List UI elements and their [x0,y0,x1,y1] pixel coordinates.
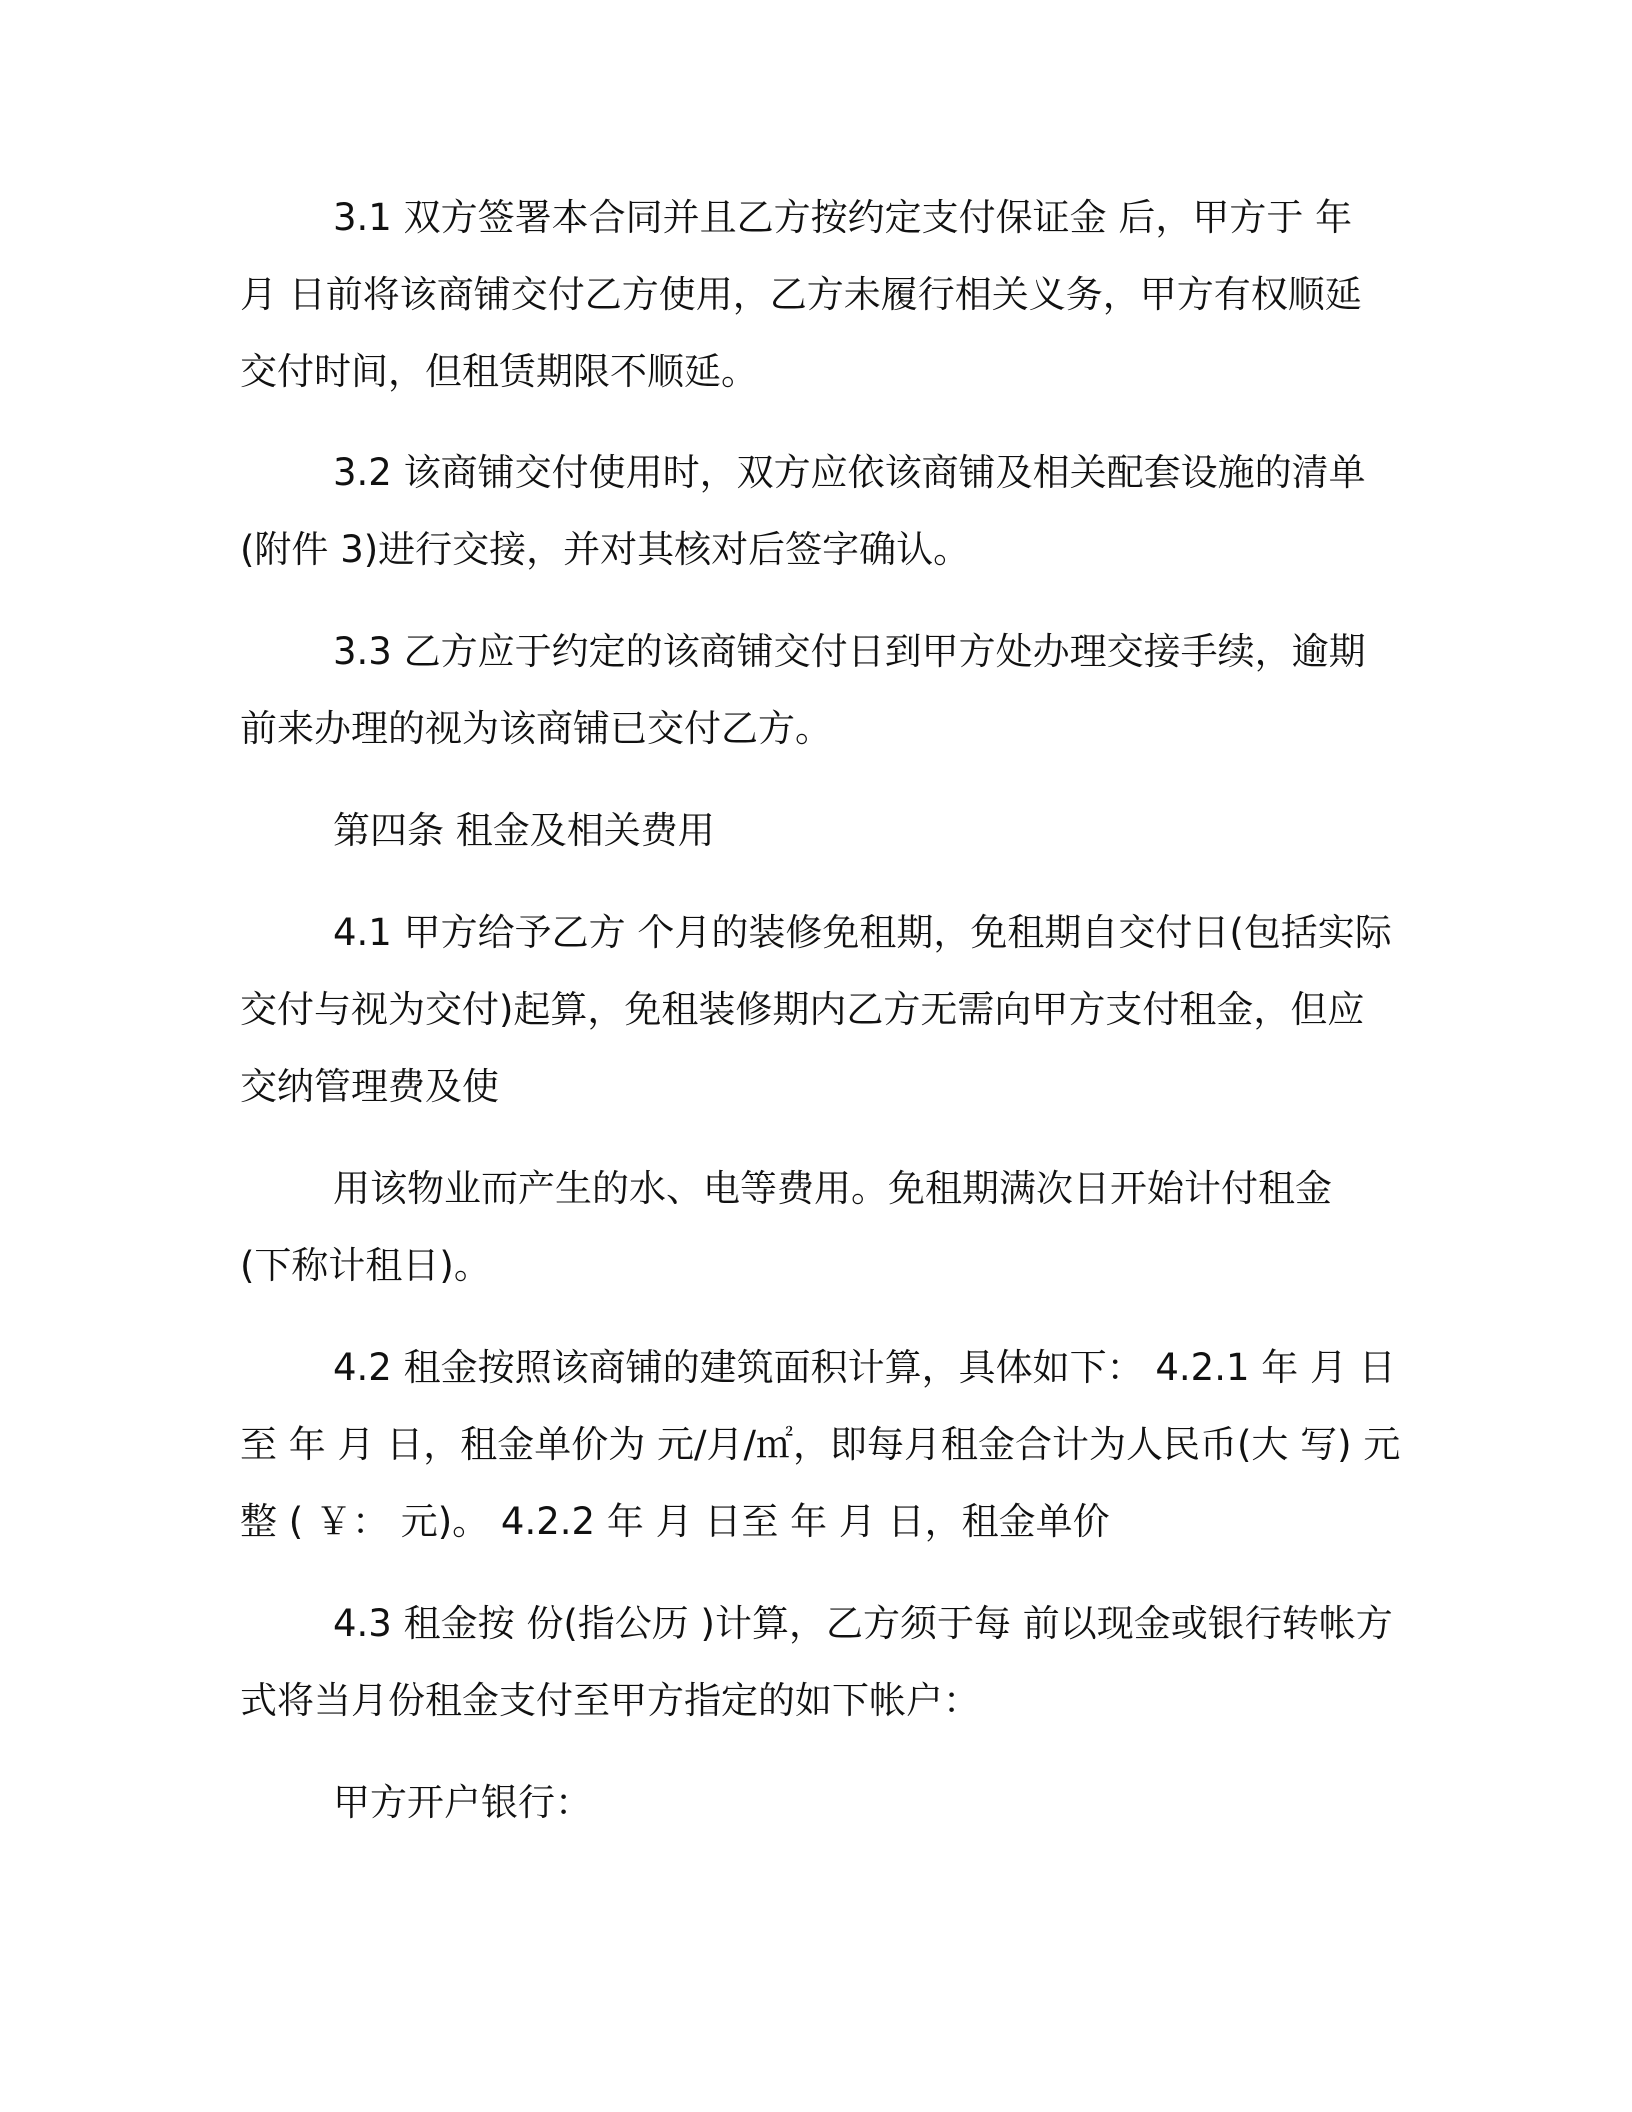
line-4-1-c: 交纳管理费及使 [240,1065,499,1108]
line-4-1-d: 用该物业而产生的水、电等费用。免租期满次日开始计付租金 [333,1167,1332,1210]
line-3-2-b: (附件 3)进行交接，并对其核对后签字确认。 [240,528,971,571]
line-3-3-a: 3.3 乙方应于约定的该商铺交付日到甲方处办理交接手续，逾期 [333,630,1366,673]
line-4-2-b: 至 年 月 日，租金单价为 元/月/㎡，即每月租金合计为人民币(大 写) 元 [240,1423,1401,1466]
line-3-1-a: 3.1 双方签署本合同并且乙方按约定支付保证金 后，甲方于 年 [333,196,1353,239]
line-3-3-b: 前来办理的视为该商铺已交付乙方。 [240,707,832,750]
line-3-1-b: 月 日前将该商铺交付乙方使用，乙方未履行相关义务，甲方有权顺延 [240,273,1362,316]
line-4-2-a: 4.2 租金按照该商铺的建筑面积计算，具体如下： 4.2.1 年 月 日 [333,1346,1396,1389]
section-heading-article-4: 第四条 租金及相关费用 [333,809,715,852]
line-4-3-a: 4.3 租金按 份(指公历 )计算，乙方须于每 前以现金或银行转帐方 [333,1602,1393,1645]
line-4-1-e: (下称计租日)。 [240,1244,491,1287]
line-4-1-a: 4.1 甲方给予乙方 个月的装修免租期，免租期自交付日(包括实际 [333,911,1392,954]
line-3-1-c: 交付时间，但租赁期限不顺延。 [240,350,758,393]
line-4-1-b: 交付与视为交付)起算，免租装修期内乙方无需向甲方支付租金，但应 [240,988,1365,1031]
line-3-2-a: 3.2 该商铺交付使用时，双方应依该商铺及相关配套设施的清单 [333,451,1366,494]
line-bank-label: 甲方开户银行： [333,1781,592,1824]
line-4-3-b: 式将当月份租金支付至甲方指定的如下帐户： [240,1679,980,1722]
line-4-2-c: 整 ( ￥： 元)。 4.2.2 年 月 日至 年 月 日，租金单价 [240,1500,1110,1543]
